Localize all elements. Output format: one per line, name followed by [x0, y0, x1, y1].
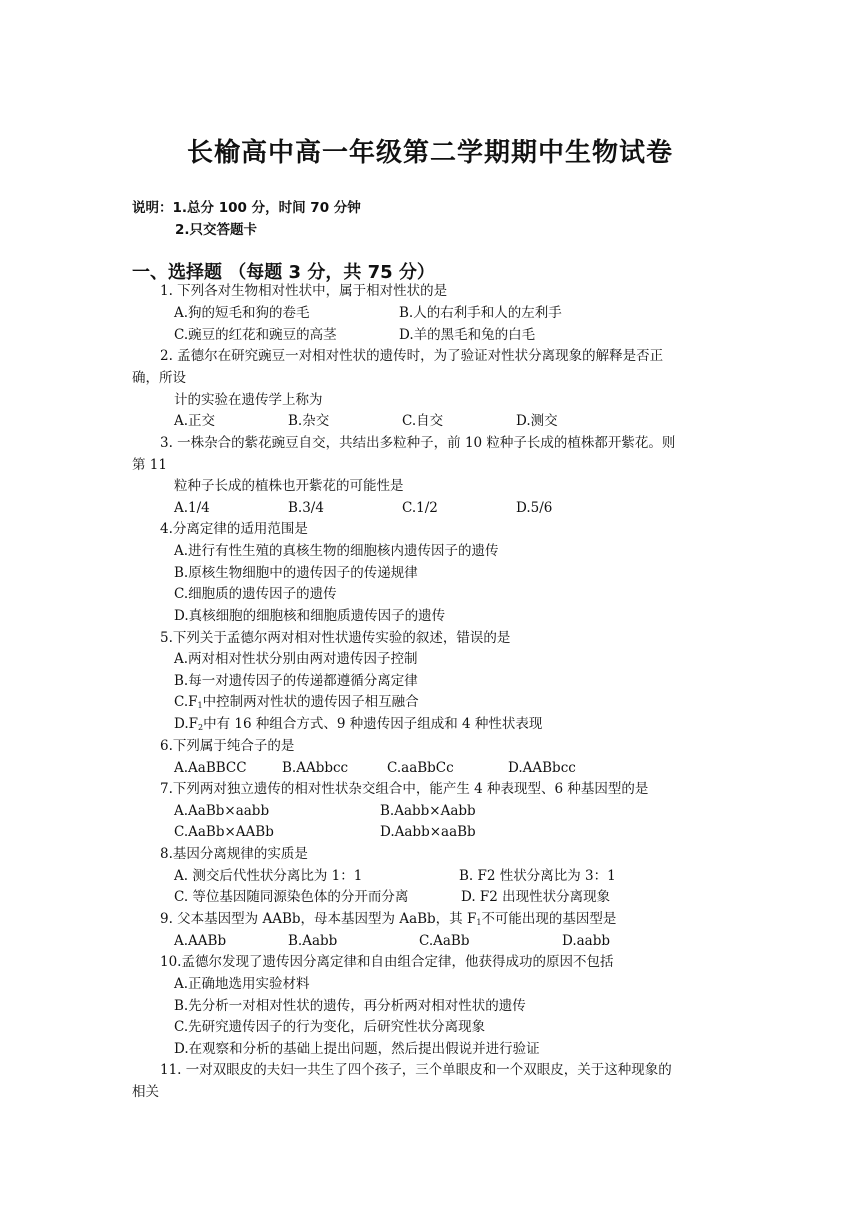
- q5-option-d: $D.F_2$中有 16 种组合方式、9 种遗传因子组成和 4 种性状表现: [174, 716, 543, 732]
- exam-title: 长榆高中高一年级第二学期期中生物试卷: [186, 138, 673, 168]
- q5-option-a: A.两对相对性状分别由两对遗传因子控制: [174, 651, 418, 667]
- question-8-stem: 8.基因分离规律的实质是: [160, 846, 308, 862]
- q5-option-c: $C.F_1$中控制两对性状的遗传因子相互融合: [174, 694, 419, 710]
- q7-option-c: C.AaBb×AABb: [174, 824, 274, 840]
- question-6-stem: 6.下列属于纯合子的是: [160, 738, 295, 754]
- q2-option-a: A.正交: [174, 413, 216, 429]
- question-2-stem: 2. 孟德尔在研究豌豆一对相对性状的遗传时，为了验证对性状分离现象的解释是否正: [160, 348, 664, 364]
- q9-option-d: D.aabb: [562, 933, 611, 949]
- question-9-stem: 9. 父本基因型为 AABb，母本基因型为 AaBb，其 $F_1$不可能出现的基因型是: [160, 911, 617, 927]
- q3-option-a: A.1/4: [174, 500, 210, 516]
- q8-option-a: A. 测交后代性状分离比为 1：1: [174, 868, 363, 884]
- question-3-stem: 3. 一株杂合的紫花豌豆自交，共结出多粒种子，前 10 粒种子长成的植株都开紫花。则: [160, 435, 676, 451]
- question-3-stem-wrap: 第 11: [132, 457, 167, 473]
- question-3-stem-cont: 粒种子长成的植株也开紫花的可能性是: [174, 478, 404, 494]
- q2-option-c: C.自交: [402, 413, 444, 429]
- q7-option-b: B.Aabb×Aabb: [380, 803, 476, 819]
- instructions-line-2: 2.只交答题卡: [175, 222, 258, 238]
- q10-option-d: D.在观察和分析的基础上提出问题，然后提出假说并进行验证: [174, 1041, 540, 1057]
- q8-option-b: B. F2 性状分离比为 3：1: [459, 868, 616, 884]
- q2-option-b: B.杂交: [288, 413, 330, 429]
- question-7-stem: 7.下列两对独立遗传的相对性状杂交组合中，能产生 4 种表现型、6 种基因型的是: [160, 781, 649, 797]
- q9-option-c: C.AaBb: [419, 933, 470, 949]
- q1-option-b: B.人的右利手和人的左利手: [399, 305, 562, 321]
- q6-option-b: B.AAbbcc: [282, 760, 349, 776]
- q10-option-b: B.先分析一对相对性状的遗传，再分析两对相对性状的遗传: [174, 998, 526, 1014]
- q1-option-a: A.狗的短毛和狗的卷毛: [174, 305, 310, 321]
- q4-option-b: B.原核生物细胞中的遗传因子的传递规律: [174, 565, 418, 581]
- q10-option-c: C.先研究遗传因子的行为变化，后研究性状分离现象: [174, 1019, 486, 1035]
- q3-option-d: D.5/6: [516, 500, 553, 516]
- q6-option-d: D.AABbcc: [508, 760, 576, 776]
- question-4-stem: 4.分离定律的适用范围是: [160, 521, 308, 537]
- q7-option-a: A.AaBb×aabb: [174, 803, 270, 819]
- instructions-prefix: 说明：: [132, 200, 173, 216]
- q6-option-c: C.aaBbCc: [387, 760, 454, 776]
- q8-option-d: D. F2 出现性状分离现象: [461, 889, 611, 905]
- q1-option-c: C.豌豆的红花和豌豆的高茎: [174, 327, 337, 343]
- q1-option-d: D.羊的黑毛和兔的白毛: [399, 327, 536, 343]
- q4-option-d: D.真核细胞的细胞核和细胞质遗传因子的遗传: [174, 608, 446, 624]
- q9-option-b: B.Aabb: [288, 933, 338, 949]
- q4-option-a: A.进行有性生殖的真核生物的细胞核内遗传因子的遗传: [174, 543, 499, 559]
- q2-option-d: D.测交: [516, 413, 558, 429]
- q9-option-a: A.AABb: [174, 933, 227, 949]
- question-2-stem-wrap: 确，所设: [132, 370, 186, 386]
- question-10-stem: 10.孟德尔发现了遗传因分离定律和自由组合定律，他获得成功的原因不包括: [160, 954, 614, 970]
- question-11-stem: 11. 一对双眼皮的夫妇一共生了四个孩子，三个单眼皮和一个双眼皮，关于这种现象的: [160, 1062, 672, 1078]
- q8-option-c: C. 等位基因随同源染色体的分开而分离: [174, 889, 409, 905]
- instructions-line-1: [132, 196, 361, 216]
- question-5-stem: 5.下列关于孟德尔两对相对性状遗传实验的叙述，错误的是: [160, 630, 511, 646]
- q6-option-a: A.AaBBCC: [174, 760, 247, 776]
- q4-option-c: C.细胞质的遗传因子的遗传: [174, 586, 337, 602]
- instructions-text-1: 1.总分 100 分，时间 70 分钟: [172, 200, 361, 216]
- section-heading: 一、选择题 （每题 3 分，共 75 分）: [132, 262, 435, 283]
- question-2-stem-cont: 计的实验在遗传学上称为: [174, 392, 323, 408]
- question-11-stem-wrap: 相关: [132, 1084, 159, 1100]
- q5-option-b: B.每一对遗传因子的传递都遵循分离定律: [174, 673, 418, 689]
- q3-option-c: C.1/2: [402, 500, 438, 516]
- question-1-stem: 1. 下列各对生物相对性状中，属于相对性状的是: [160, 283, 448, 299]
- q3-option-b: B.3/4: [288, 500, 324, 516]
- q10-option-a: A.正确地选用实验材料: [174, 976, 310, 992]
- q7-option-d: D.Aabb×aaBb: [380, 824, 476, 840]
